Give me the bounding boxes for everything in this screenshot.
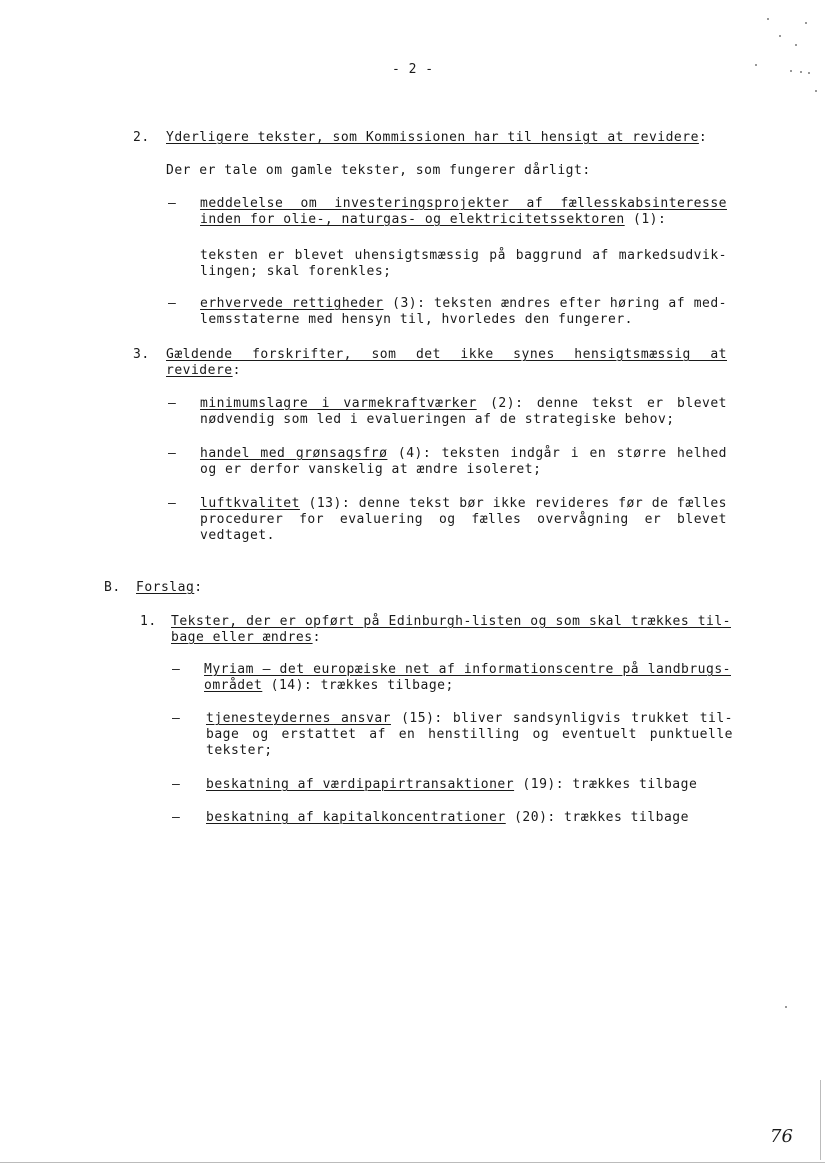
- item-air-quality-title: luftkvalitet: [200, 496, 300, 511]
- item-myriam-line2: [204, 678, 454, 693]
- scan-speck: [779, 35, 781, 37]
- section-1-title-line1: Tekster, der er opført på Edinburgh-listen og som skal trækkes til-: [171, 614, 731, 629]
- section-b-letter: B.: [104, 580, 121, 595]
- scan-speck: [808, 72, 810, 74]
- scan-speck: [815, 90, 817, 92]
- item-acquired-rights-line2: lemsstaterne med hensyn til, hvorledes den fungerer.: [200, 312, 633, 327]
- item-vegetable-seeds-line1: [200, 446, 727, 461]
- item-investment-projects-underlined: inden for olie-, naturgas- og elektricitetssektoren: [200, 212, 625, 227]
- item-investment-projects-ref: (1):: [624, 212, 667, 227]
- dash-bullet: –: [172, 810, 181, 825]
- section-1-number: 1.: [140, 614, 157, 629]
- section-3-title-colon: :: [232, 363, 241, 378]
- section-2-heading: [166, 130, 707, 145]
- item-minimum-stocks-title: minimumslagre i varmekraftværker: [200, 396, 477, 411]
- scan-edge-line: [820, 1080, 821, 1160]
- item-acquired-rights-text: (3): teksten ændres efter høring af med-: [383, 296, 727, 311]
- scan-speck: [800, 71, 802, 73]
- section-3-title-line2: [166, 363, 241, 378]
- section-1-title-line2: [171, 630, 321, 645]
- item-service-liability-text: (15): bliver sandsynligvis trukket til-: [390, 711, 733, 726]
- dash-bullet: –: [172, 711, 181, 726]
- item-air-quality-line2: procedurer for evaluering og fælles overvågning er blevet: [200, 512, 727, 527]
- section-1-title-words: bage eller ændres: [171, 630, 313, 645]
- item-vegetable-seeds-line2: og er derfor vanskelig at ændre isoleret;: [200, 462, 542, 477]
- page-number: - 2 -: [392, 62, 434, 77]
- dash-bullet: –: [172, 662, 181, 677]
- section-2-intro: Der er tale om gamle tekster, som fungerer dårligt:: [166, 163, 591, 178]
- dash-bullet: –: [168, 196, 177, 211]
- section-3-title-word: revidere: [166, 363, 233, 378]
- item-air-quality-text: (13): denne tekst bør ikke revideres før de fælles: [299, 496, 727, 511]
- section-2-title: Yderligere tekster, som Kommissionen har til hensigt at revidere: [166, 130, 699, 145]
- dash-bullet: –: [168, 396, 177, 411]
- item-acquired-rights-line1: [200, 296, 727, 311]
- item-securities-tax-text: (19): trækkes tilbage: [514, 777, 698, 792]
- item-investment-projects-line2: [200, 212, 666, 227]
- item-air-quality-line3: vedtaget.: [200, 528, 275, 543]
- item-service-liability-line3: tekster;: [206, 743, 273, 758]
- item-myriam-line1: Myriam – det europæiske net af informationscentre på landbrugs-: [204, 662, 731, 677]
- item-investment-projects-note-line1: teksten er blevet uhensigtsmæssig på baggrund af markedsudvik-: [200, 248, 727, 263]
- dash-bullet: –: [172, 777, 181, 792]
- section-b-title: Forslag: [136, 580, 195, 595]
- item-investment-projects-line1: meddelelse om investeringsprojekter af fællesskabsinteresse: [200, 196, 727, 211]
- item-minimum-stocks-line1: [200, 396, 727, 411]
- section-3-title-line1: Gældende forskrifter, som det ikke synes hensigtsmæssig at: [166, 347, 727, 362]
- section-2-number: 2.: [133, 130, 150, 145]
- item-vegetable-seeds-text: (4): teksten indgår i en større helhed: [387, 446, 728, 461]
- item-capital-tax-title: beskatning af kapitalkoncentrationer: [206, 810, 506, 825]
- item-service-liability-line2: bage og erstattet af en henstilling og eventuelt punktuelle: [206, 727, 733, 742]
- section-b-title-colon: :: [194, 580, 203, 595]
- item-capital-tax-line: [206, 810, 689, 825]
- scan-bottom-edge: [0, 1162, 825, 1163]
- section-b-heading: [136, 580, 203, 595]
- item-air-quality-line1: [200, 496, 727, 511]
- scan-speck: [790, 70, 792, 72]
- item-securities-tax-line: [206, 777, 697, 792]
- item-acquired-rights-title: erhvervede rettigheder: [200, 296, 384, 311]
- item-capital-tax-text: (20): trækkes tilbage: [505, 810, 689, 825]
- scan-speck: [785, 1006, 787, 1008]
- dash-bullet: –: [168, 296, 177, 311]
- item-myriam-text: (14): trækkes tilbage;: [262, 678, 454, 693]
- item-securities-tax-title: beskatning af værdipapirtransaktioner: [206, 777, 515, 792]
- item-myriam-underlined: området: [204, 678, 263, 693]
- scan-speck: [805, 22, 807, 24]
- section-1-title-colon: :: [312, 630, 321, 645]
- scan-speck: [795, 44, 797, 46]
- item-minimum-stocks-text: (2): denne tekst er blevet: [476, 396, 728, 411]
- item-service-liability-title: tjenesteydernes ansvar: [206, 711, 391, 726]
- scan-speck: [767, 18, 769, 20]
- dash-bullet: –: [168, 496, 177, 511]
- item-vegetable-seeds-title: handel med grønsagsfrø: [200, 446, 388, 461]
- section-2-title-colon: :: [698, 130, 708, 145]
- item-minimum-stocks-line2: nødvendig som led i evalueringen af de strategiske behov;: [200, 412, 675, 427]
- scan-speck: [755, 64, 757, 66]
- dash-bullet: –: [168, 446, 177, 461]
- handwritten-page-number: 76: [770, 1126, 793, 1147]
- item-service-liability-line1: [206, 711, 733, 726]
- section-3-number: 3.: [133, 347, 150, 362]
- item-investment-projects-note-line2: lingen; skal forenkles;: [200, 264, 392, 279]
